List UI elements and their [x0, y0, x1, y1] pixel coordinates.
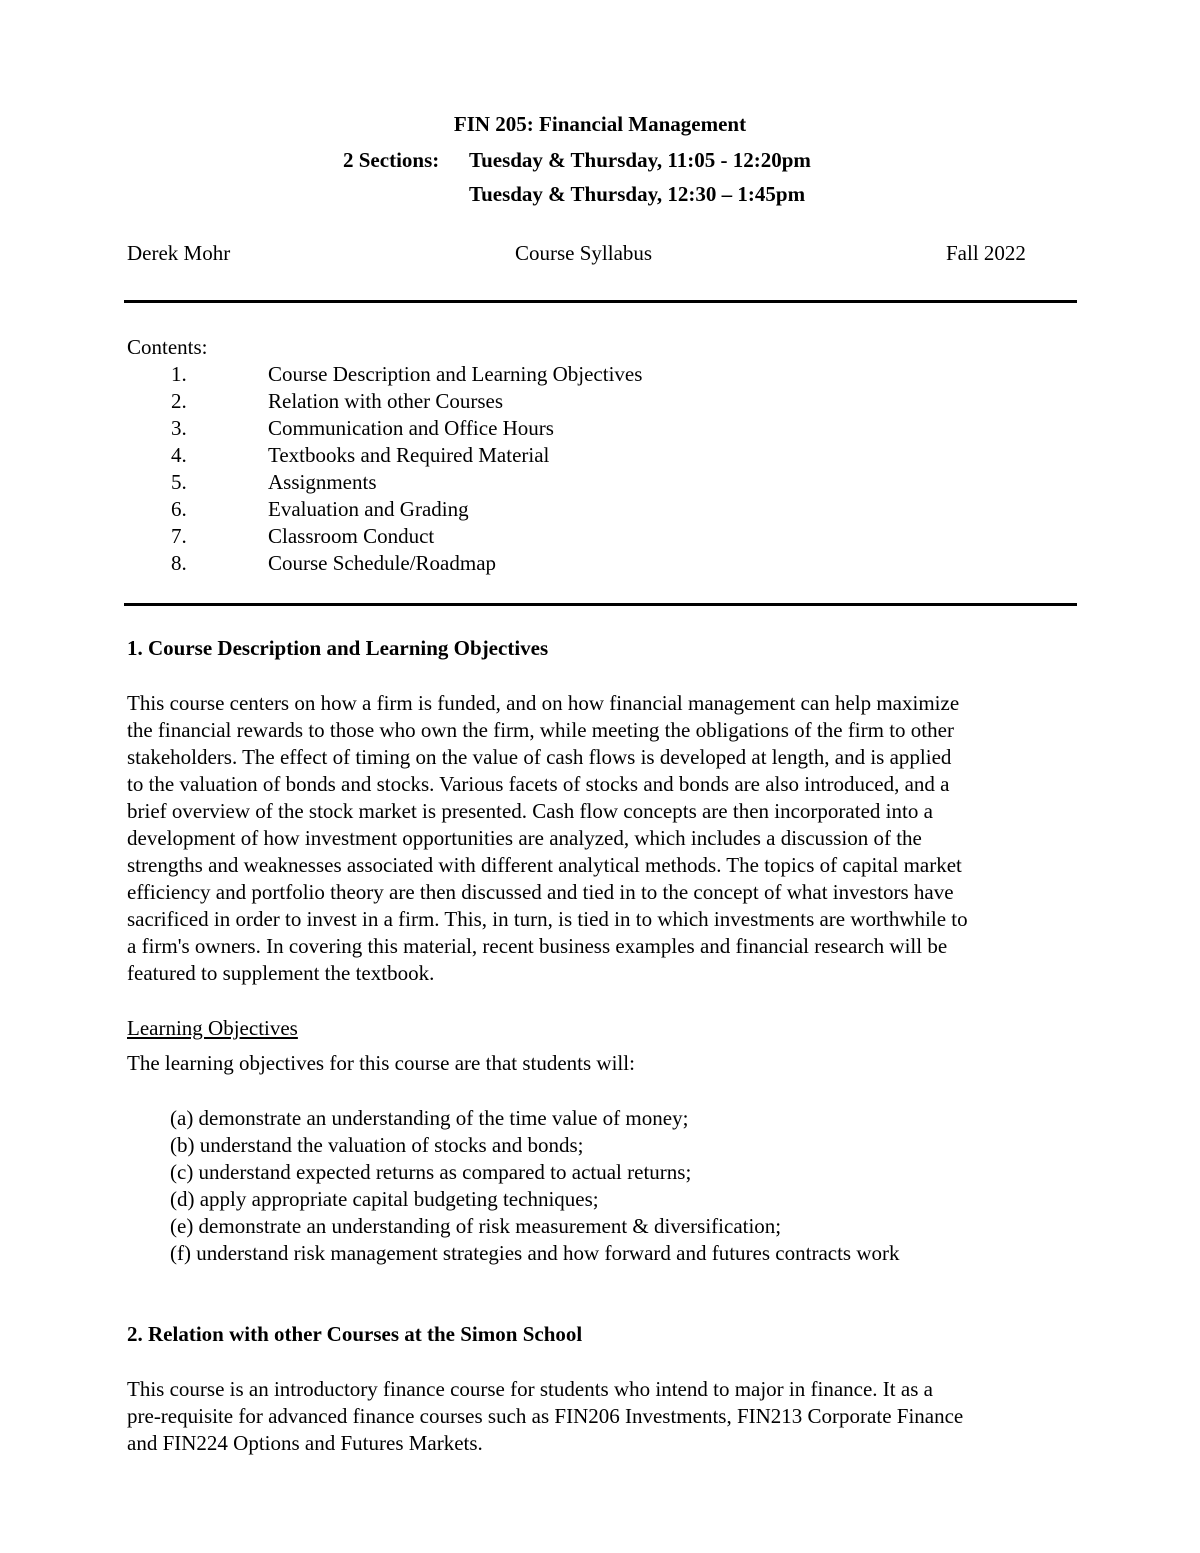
contents-item-text: Textbooks and Required Material: [268, 443, 550, 467]
contents-item-text: Communication and Office Hours: [268, 416, 554, 440]
objective-item: (d) apply appropriate capital budgeting techniques;: [170, 1187, 599, 1211]
paragraph-line: brief overview of the stock market is presented. Cash flow concepts are then incorporated into a: [127, 799, 933, 823]
course-title: FIN 205: Financial Management: [453, 112, 747, 136]
paragraph-line: to the valuation of bonds and stocks. Various facets of stocks and bonds are also introduced, and a: [127, 772, 950, 796]
learning-objectives-intro: The learning objectives for this course are that students will:: [127, 1051, 635, 1075]
objective-item: (f) understand risk management strategies and how forward and futures contracts work: [170, 1241, 900, 1265]
contents-item-number: 3.: [171, 416, 187, 440]
paragraph-line: sacrificed in order to invest in a firm. This, in turn, is tied in to which investments are worthwhile to: [127, 907, 968, 931]
contents-item-text: Assignments: [268, 470, 377, 494]
section-1-heading: 1. Course Description and Learning Objectives: [127, 636, 549, 660]
contents-divider: [124, 603, 1077, 606]
relation-paragraph: [127, 1376, 1077, 1457]
contents-item-number: 8.: [171, 551, 187, 575]
contents-item-number: 6.: [171, 497, 187, 521]
course-description: [127, 690, 1077, 987]
contents-item-number: 2.: [171, 389, 187, 413]
paragraph-line: strengths and weaknesses associated with different analytical methods. The topics of capital market: [127, 853, 962, 877]
paragraph-line: pre-requisite for advanced finance courses such as FIN206 Investments, FIN213 Corporate Finance: [127, 1404, 964, 1428]
instructor-name: Derek Mohr: [127, 241, 231, 265]
objectives-list: [170, 1105, 1070, 1267]
objective-item: (e) demonstrate an understanding of risk measurement & diversification;: [170, 1214, 782, 1238]
contents-item-number: 5.: [171, 470, 187, 494]
contents-item-text: Course Schedule/Roadmap: [268, 551, 497, 575]
paragraph-line: efficiency and portfolio theory are then discussed and tied in to the concept of what investors have: [127, 880, 954, 904]
contents-item-number: 4.: [171, 443, 187, 467]
contents-item-text: Classroom Conduct: [268, 524, 435, 548]
section-time-1: Tuesday & Thursday, 11:05 - 12:20pm: [469, 148, 811, 172]
paragraph-line: a firm's owners. In covering this material, recent business examples and financial research will be: [127, 934, 948, 958]
paragraph-line: the financial rewards to those who own the firm, while meeting the obligations of the firm to other: [127, 718, 954, 742]
objective-item: (b) understand the valuation of stocks and bonds;: [170, 1133, 584, 1157]
header-divider: [124, 300, 1077, 303]
paragraph-line: featured to supplement the textbook.: [127, 961, 435, 985]
contents-item-text: Relation with other Courses: [268, 389, 504, 413]
sections-label: 2 Sections:: [343, 148, 440, 172]
contents-item-number: 7.: [171, 524, 187, 548]
term: Fall 2022: [946, 241, 1026, 265]
contents-item-text: Evaluation and Grading: [268, 497, 469, 521]
paragraph-line: stakeholders. The effect of timing on the value of cash flows is developed at length, and is applied: [127, 745, 952, 769]
document-type: Course Syllabus: [515, 241, 653, 265]
contents-item-number: 1.: [171, 362, 187, 386]
contents-item-text: Course Description and Learning Objectives: [268, 362, 643, 386]
paragraph-line: This course is an introductory finance course for students who intend to major in finance. It as a: [127, 1377, 933, 1401]
paragraph-line: development of how investment opportunities are analyzed, which includes a discussion of the: [127, 826, 922, 850]
contents-label: Contents:: [127, 335, 208, 359]
objective-item: (c) understand expected returns as compared to actual returns;: [170, 1160, 692, 1184]
objective-item: (a) demonstrate an understanding of the time value of money;: [170, 1106, 689, 1130]
paragraph-line: This course centers on how a firm is funded, and on how financial management can help maximize: [127, 691, 960, 715]
learning-objectives-heading: Learning Objectives: [127, 1016, 298, 1040]
section-time-2: Tuesday & Thursday, 12:30 – 1:45pm: [469, 182, 806, 206]
paragraph-line: and FIN224 Options and Futures Markets.: [127, 1431, 483, 1455]
section-2-heading: 2. Relation with other Courses at the Simon School: [127, 1322, 583, 1346]
